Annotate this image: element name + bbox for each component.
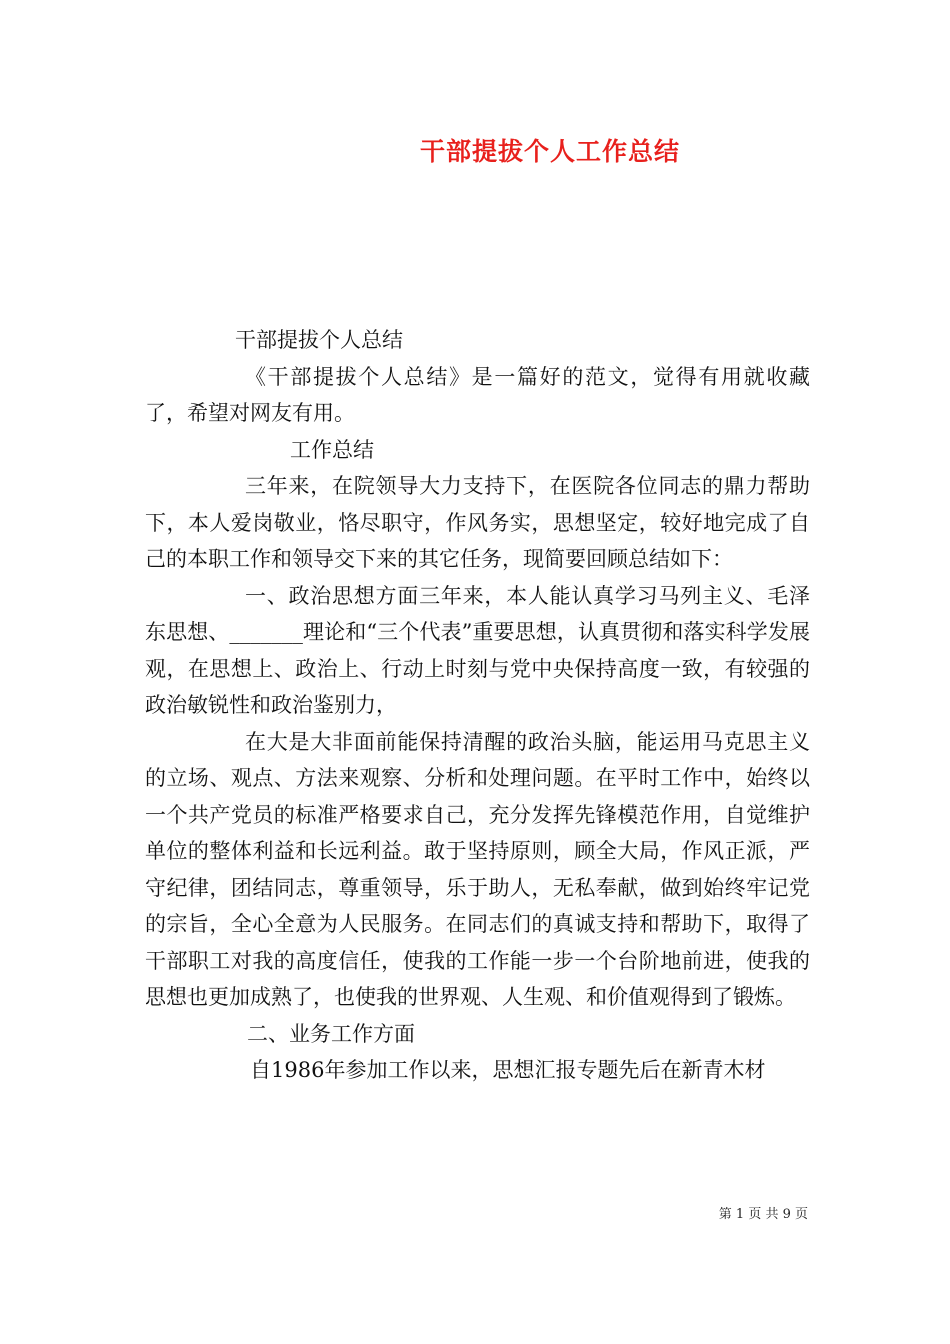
paragraph-political: 一、政治思想方面三年来，本人能认真学习马列主义、毛泽东思想、_______理论和“三个代表”重要思想，认真贯彻和落实科学发展观，在思想上、政治上、行动上时刻与党中央保持高度一致，有较强的政治敏锐性和政治鉴别力， xyxy=(145,583,810,717)
paragraph-section-two: 二、业务工作方面 xyxy=(247,1021,415,1046)
paragraph-heading: 干部提拔个人总结 xyxy=(235,328,403,352)
document-title: 干部提拔个人工作总结 xyxy=(419,137,680,166)
page-footer: 第 1 页 共 9 页 xyxy=(718,1207,808,1222)
paragraph-intro: 《干部提拔个人总结》是一篇好的范文，觉得有用就收藏了，希望对网友有用。 xyxy=(145,364,810,425)
document-body xyxy=(145,322,810,1089)
paragraph-overview: 三年来，在院领导大力支持下，在医院各位同志的鼎力帮助下，本人爱岗敬业，恪尽职守，作风务实，思想坚定，较好地完成了自己的本职工作和领导交下来的其它任务，现简要回顾总结如下： xyxy=(145,474,810,571)
paragraph-political-continued: 在大是大非面前能保持清醒的政治头脑，能运用马克思主义的立场、观点、方法来观察、分析和处理问题。在平时工作中，始终以一个共产党员的标准严格要求自己，充分发挥先锋模范作用，自觉维护单位的整体利益和长远利益。敢于坚持原则，顾全大局，作风正派，严守纪律，团结同志，尊重领导，乐于助人，无私奉献，做到始终牢记党的宗旨，全心全意为人民服务。在同志们的真诚支持和帮助下，取得了干部职工对我的高度信任，使我的工作能一步一个台阶地前进，使我的思想也更加成熟了，也使我的世界观、人生观、和价值观得到了锻炼。 xyxy=(145,729,810,1009)
paragraph-subheading: 工作总结 xyxy=(290,437,374,462)
paragraph-work-history: 自1986年参加工作以来，思想汇报专题先后在新青木材 xyxy=(250,1058,766,1082)
